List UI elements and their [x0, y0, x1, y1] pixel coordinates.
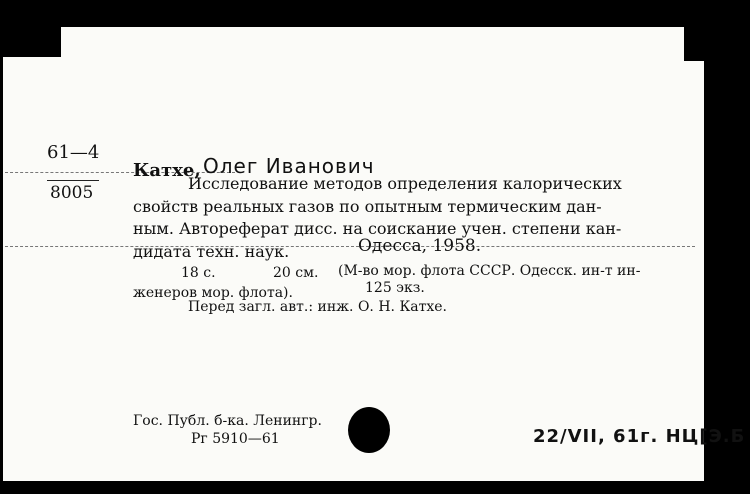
order-number: Рг 5910—61	[191, 431, 280, 447]
title-line: Исследование методов определения калорических	[188, 174, 622, 193]
publisher-line: женеров мор. флота).	[133, 285, 293, 301]
class-number: 61—4	[47, 142, 100, 163]
inventory-number: 8005	[50, 183, 94, 203]
title-line: дидата техн. наук.	[133, 242, 290, 261]
card-size: 20 см.	[273, 265, 319, 281]
title-line: свойств реальных газов по опытным термическим дан-	[133, 197, 602, 216]
handwritten-date: 22/VII, 61г. НЦ[Э.Б	[533, 426, 746, 447]
page-count: 18 с.	[181, 265, 216, 281]
author-name-handwritten: Олег Иванович	[203, 154, 375, 178]
copies-count: 125 экз.	[365, 280, 425, 296]
title-line: ным. Автореферат дисс. на соискание учен. степени кан-	[133, 219, 622, 238]
library-stamp: Гос. Публ. б-ка. Ленингр.	[133, 413, 322, 429]
place-year: Одесса, 1958.	[358, 236, 482, 256]
guide-line	[5, 246, 695, 247]
card-corner-left	[3, 27, 61, 57]
number-divider	[47, 180, 99, 181]
publisher-line: (М-во мор. флота СССР. Одесск. ин-т ин-	[338, 263, 641, 279]
card-corner-right	[684, 27, 704, 61]
punch-hole	[348, 407, 390, 453]
author-surname: Катхе,	[133, 160, 201, 181]
author-note: Перед загл. авт.: инж. О. Н. Катхе.	[188, 299, 447, 315]
catalog-card	[3, 27, 746, 481]
